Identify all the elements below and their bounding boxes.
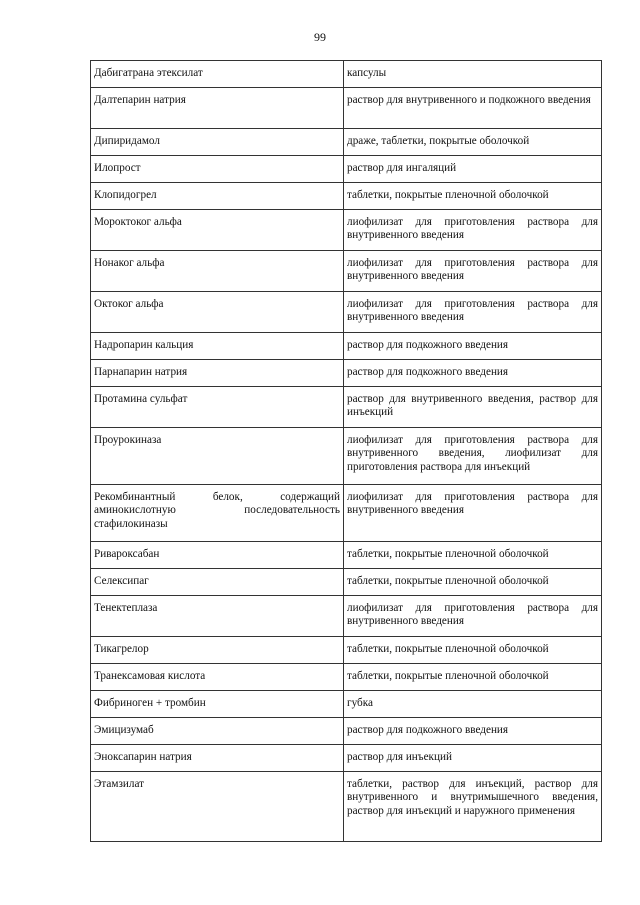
table-row	[91, 691, 602, 718]
table-row	[91, 428, 602, 485]
table-row	[91, 156, 602, 183]
drug-name-cell: Нонаког альфа	[91, 251, 344, 292]
dosage-form-cell: лиофилизат для приготовления раствора для внутривенного введения	[344, 485, 602, 542]
dosage-form-cell: лиофилизат для приготовления раствора для внутривенного введения	[344, 251, 602, 292]
table-row	[91, 664, 602, 691]
drug-table	[90, 60, 602, 842]
dosage-form-cell: таблетки, покрытые пленочной оболочкой	[344, 569, 602, 596]
drug-name-cell: Рекомбинантный белок, содержащий аминокислотную последовательность стафилокиназы	[91, 485, 344, 542]
dosage-form-cell: лиофилизат для приготовления раствора для внутривенного введения	[344, 210, 602, 251]
table-row	[91, 637, 602, 664]
dosage-form-cell: раствор для инъекций	[344, 745, 602, 772]
table-row	[91, 745, 602, 772]
dosage-form-cell: раствор для подкожного введения	[344, 360, 602, 387]
table-row	[91, 210, 602, 251]
dosage-form-cell: раствор для внутривенного и подкожного введения	[344, 88, 602, 129]
table-row	[91, 718, 602, 745]
table-row	[91, 333, 602, 360]
drug-name-cell: Мороктоког альфа	[91, 210, 344, 251]
dosage-form-cell: лиофилизат для приготовления раствора для внутривенного введения, лиофилизат для приготовления раствора для инъекций	[344, 428, 602, 485]
table-row	[91, 61, 602, 88]
dosage-form-cell: губка	[344, 691, 602, 718]
drug-name-cell: Селексипаг	[91, 569, 344, 596]
table-row	[91, 360, 602, 387]
dosage-form-cell: лиофилизат для приготовления раствора для внутривенного введения	[344, 292, 602, 333]
dosage-form-cell: драже, таблетки, покрытые оболочкой	[344, 129, 602, 156]
dosage-form-cell: лиофилизат для приготовления раствора для внутривенного введения	[344, 596, 602, 637]
table-row	[91, 88, 602, 129]
dosage-form-cell: раствор для внутривенного введения, раствор для инъекций	[344, 387, 602, 428]
table-row	[91, 251, 602, 292]
drug-name-cell: Ривароксабан	[91, 542, 344, 569]
table-row	[91, 387, 602, 428]
table-row	[91, 772, 602, 842]
drug-name-cell: Илопрост	[91, 156, 344, 183]
page-number: 99	[314, 30, 326, 44]
drug-name-cell: Протамина сульфат	[91, 387, 344, 428]
table-row	[91, 485, 602, 542]
dosage-form-cell: раствор для подкожного введения	[344, 333, 602, 360]
drug-name-cell: Дипиридамол	[91, 129, 344, 156]
table-row	[91, 129, 602, 156]
drug-name-cell: Октоког альфа	[91, 292, 344, 333]
drug-name-cell: Клопидогрел	[91, 183, 344, 210]
table-row	[91, 292, 602, 333]
table-row	[91, 596, 602, 637]
table-row	[91, 542, 602, 569]
dosage-form-cell: раствор для подкожного введения	[344, 718, 602, 745]
drug-name-cell: Парнапарин натрия	[91, 360, 344, 387]
dosage-form-cell: раствор для ингаляций	[344, 156, 602, 183]
drug-name-cell: Эноксапарин натрия	[91, 745, 344, 772]
table-row	[91, 569, 602, 596]
drug-name-cell: Далтепарин натрия	[91, 88, 344, 129]
dosage-form-cell: таблетки, покрытые пленочной оболочкой	[344, 664, 602, 691]
table-row	[91, 183, 602, 210]
dosage-form-cell: капсулы	[344, 61, 602, 88]
drug-name-cell: Тенектеплаза	[91, 596, 344, 637]
dosage-form-cell: таблетки, покрытые пленочной оболочкой	[344, 542, 602, 569]
drug-name-cell: Тикагрелор	[91, 637, 344, 664]
drug-name-cell: Этамзилат	[91, 772, 344, 842]
drug-name-cell: Транексамовая кислота	[91, 664, 344, 691]
dosage-form-cell: таблетки, покрытые пленочной оболочкой	[344, 637, 602, 664]
dosage-form-cell: таблетки, раствор для инъекций, раствор для внутривенного и внутримышечного введения, раствор для инъекций и наружного применения	[344, 772, 602, 842]
drug-name-cell: Дабигатрана этексилат	[91, 61, 344, 88]
drug-name-cell: Надропарин кальция	[91, 333, 344, 360]
drug-name-cell: Фибриноген + тромбин	[91, 691, 344, 718]
dosage-form-cell: таблетки, покрытые пленочной оболочкой	[344, 183, 602, 210]
drug-name-cell: Проурокиназа	[91, 428, 344, 485]
drug-name-cell: Эмицизумаб	[91, 718, 344, 745]
